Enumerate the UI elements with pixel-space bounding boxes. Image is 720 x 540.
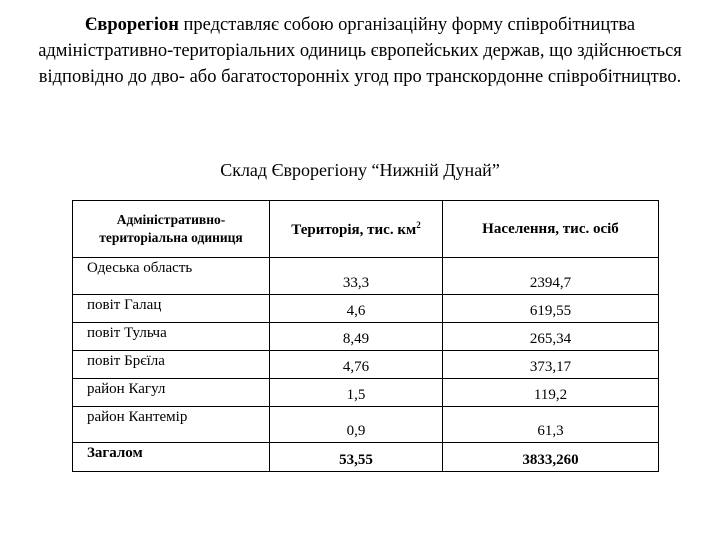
row-population: 61,3 [443, 407, 659, 443]
total-territory: 53,55 [270, 443, 443, 472]
intro-paragraph [30, 12, 690, 90]
table-row [73, 407, 659, 443]
row-population: 265,34 [443, 323, 659, 351]
row-territory: 1,5 [270, 379, 443, 407]
row-territory: 33,3 [270, 258, 443, 295]
row-population: 373,17 [443, 351, 659, 379]
row-territory: 4,76 [270, 351, 443, 379]
intro-term: Єврорегіон [84, 15, 179, 35]
row-name: район Кагул [73, 379, 270, 407]
header-territory [270, 201, 443, 258]
table-row [73, 295, 659, 323]
row-name: Одеська область [73, 258, 270, 295]
table-row [73, 379, 659, 407]
intro-text: представляє собою організаційну форму співробітництва адміністративно-територіальних одиниць європейських держав, що здійснюється відповідно до дво- або багатосторонніх угод про транскордонне співробітництво. [38, 15, 682, 87]
total-name: Загалом [73, 443, 270, 472]
table-total-row [73, 443, 659, 472]
row-territory: 4,6 [270, 295, 443, 323]
header-territory-label: Територія, тис. км [291, 221, 417, 238]
table-row [73, 323, 659, 351]
header-population: Населення, тис. осіб [443, 201, 659, 258]
table-caption: Склад Єврорегіону “Нижній Дунай” [220, 160, 500, 180]
row-population: 619,55 [443, 295, 659, 323]
header-unit: Адміністративно-територіальна одиниця [73, 201, 270, 258]
row-name: район Кантемір [73, 407, 270, 443]
row-population: 119,2 [443, 379, 659, 407]
row-name: повіт Брєїла [73, 351, 270, 379]
row-population: 2394,7 [443, 258, 659, 295]
table-header-row [73, 201, 659, 258]
row-name: повіт Галац [73, 295, 270, 323]
regions-table [72, 200, 659, 472]
total-population: 3833,260 [443, 443, 659, 472]
row-name: повіт Тульча [73, 323, 270, 351]
header-territory-sup: 2 [416, 219, 421, 230]
table-row [73, 351, 659, 379]
row-territory: 0,9 [270, 407, 443, 443]
table-row [73, 258, 659, 295]
row-territory: 8,49 [270, 323, 443, 351]
